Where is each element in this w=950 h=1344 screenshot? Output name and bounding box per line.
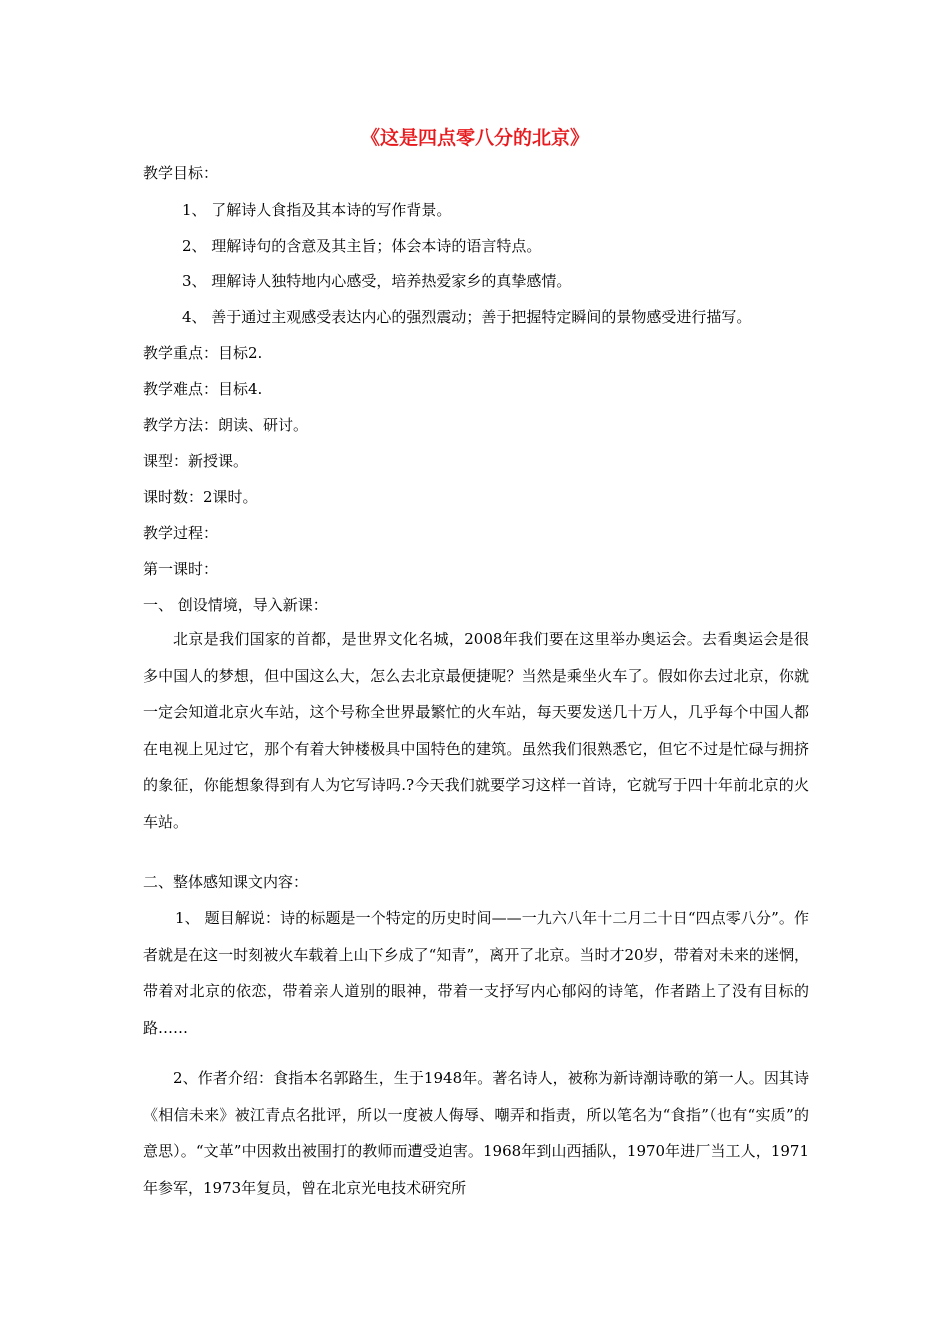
lesson-type: 课型：新授课。	[143, 452, 249, 470]
document-title: 《这是四点零八分的北京》	[360, 127, 589, 149]
objective-item-1: 1、 了解诗人食指及其本诗的写作背景。	[182, 201, 452, 219]
objectives-heading: 教学目标：	[143, 164, 219, 182]
section2-item-1: 1、 题目解说：诗的标题是一个特定的历史时间——一九六八年十二月二十日“四点零八分”。作者就是在这一时刻被火车载着上山下乡成了“知青”，离开了北京。当时才20岁，带着对未来的迷惘，带着对北京的依恋，带着亲人道别的眼神，带着一支抒写内心郁闷的诗笔，作者踏上了没有目标的路……	[143, 909, 809, 1037]
section2-heading: 二、整体感知课文内容：	[143, 873, 309, 891]
lesson-hours: 课时数：2课时。	[143, 488, 258, 506]
objective-item-3: 3、 理解诗人独特地内心感受，培养热爱家乡的真挚感情。	[182, 272, 572, 290]
objective-item-4: 4、 善于通过主观感受表达内心的强烈震动；善于把握特定瞬间的景物感受进行描写。	[182, 308, 752, 326]
section1-heading: 一、 创设情境，导入新课：	[143, 596, 328, 614]
first-period: 第一课时：	[143, 560, 219, 578]
teaching-method: 教学方法：朗读、研讨。	[143, 416, 309, 434]
key-point: 教学重点：目标2.	[143, 344, 263, 362]
objective-item-2: 2、 理解诗句的含意及其主旨；体会本诗的语言特点。	[182, 237, 542, 255]
section2-item-2: 2、作者介绍：食指本名郭路生，生于1948年。著名诗人，被称为新诗潮诗歌的第一人。因其诗《相信未来》被江青点名批评，所以一度被人侮辱、嘲弄和指责，所以笔名为“食指”（也有“实质”的意思）。“文革”中因救出被围打的教师而遭受迫害。1968年到山西插队，1970年进厂当工人，1971年参军，1973年复员，曾在北京光电技术研究所	[143, 1069, 809, 1197]
difficulty: 教学难点：目标4.	[143, 380, 263, 398]
section1-paragraph: 北京是我们国家的首都，是世界文化名城，2008年我们要在这里举办奥运会。去看奥运会是很多中国人的梦想，但中国这么大，怎么去北京最便捷呢？当然是乘坐火车了。假如你去过北京，你就一定会知道北京火车站，这个号称全世界最繁忙的火车站，每天要发送几十万人，几乎每个中国人都在电视上见过它，那个有着大钟楼极具中国特色的建筑。虽然我们很熟悉它，但它不过是忙碌与拥挤的象征，你能想象得到有人为它写诗吗.?今天我们就要学习这样一首诗，它就写于四十年前北京的火车站。	[143, 630, 809, 831]
process-heading: 教学过程：	[143, 524, 219, 542]
